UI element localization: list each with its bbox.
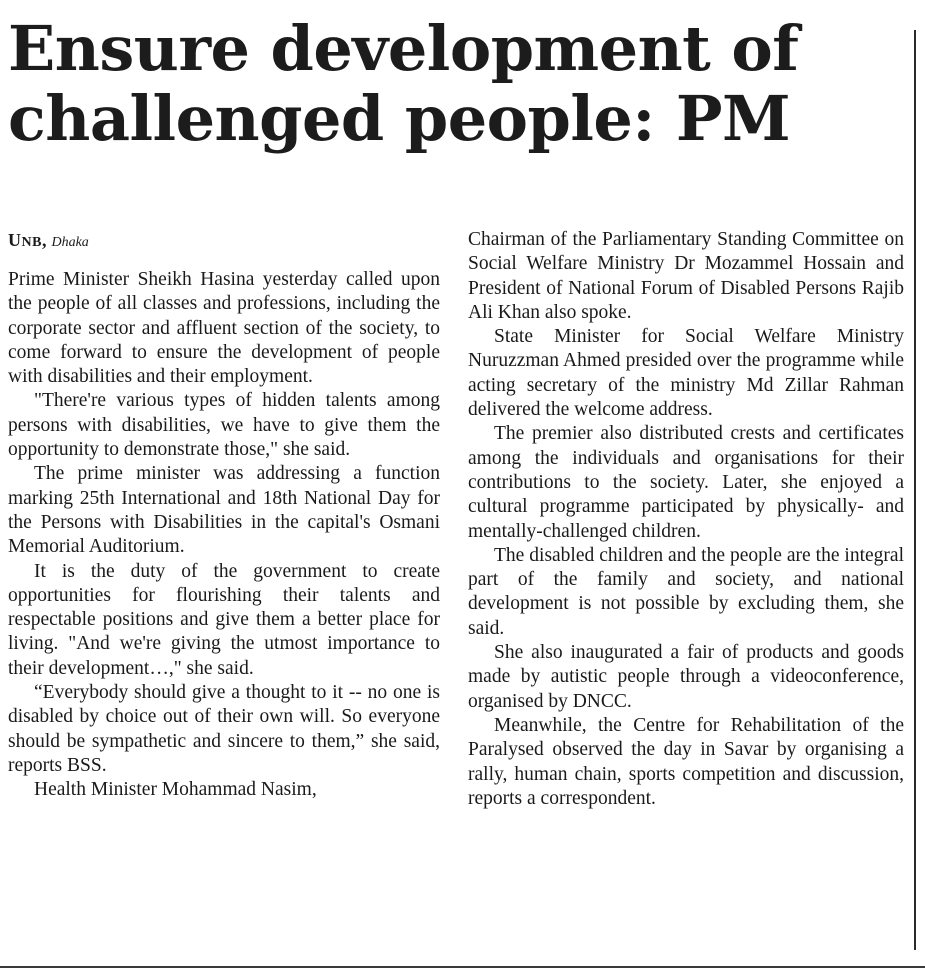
paragraph: Meanwhile, the Centre for Rehabilitation of the Paralysed observed the day in Savar by organising a rally, human chain, sports competition and discussion, reports a correspondent. <box>468 714 904 809</box>
bottom-rule <box>0 966 925 968</box>
paragraph: Health Minister Mohammad Nasim, <box>34 779 317 801</box>
paragraph: Prime Minister Sheikh Hasina yesterday called upon the people of all classes and professions, including the corporate sector and affluent section of the society, to come forward to ensure the development of people with disabilities and their employment. <box>8 269 440 388</box>
paragraph: The premier also distributed crests and certificates among the individuals and organisations for their contributions to the society. Later, she enjoyed a cultural programme participated by physically- and mentally-challenged children. <box>468 423 904 542</box>
byline-separator: , <box>41 230 47 250</box>
left-column <box>8 226 440 803</box>
headline-line-2: challenged people: PM <box>8 82 791 155</box>
paragraph: "There're various types of hidden talents among persons with disabilities, we have to give them the opportunity to demonstrate those," she said. <box>8 390 440 461</box>
paragraph: It is the duty of the government to create opportunities for flourishing their talents and respectable positions and give them a better place for living. "And we're giving the utmost importance to their development…," she said. <box>8 560 440 679</box>
column-rule-right <box>914 30 916 950</box>
headline-line-1: Ensure development of <box>8 12 799 85</box>
byline-agency-initial: U <box>8 230 22 250</box>
paragraph: The prime minister was addressing a function marking 25th International and 18th National Day for the Persons with Disabilities in the capital's Osmani Memorial Auditorium. <box>8 463 440 558</box>
paragraph: The disabled children and the people are the integral part of the family and society, and national development is not possible by excluding them, she said. <box>468 544 904 639</box>
paragraph: Chairman of the Parliamentary Standing Committee on Social Welfare Ministry Dr Mozammel Hossain and President of National Forum of Disabled Persons Rajib Ali Khan also spoke. <box>468 229 904 323</box>
headline <box>8 14 888 154</box>
paragraph: She also inaugurated a fair of products and goods made by autistic people through a videoconference, organised by DNCC. <box>468 642 904 712</box>
byline <box>8 226 440 256</box>
byline-agency-rest: NB <box>21 235 42 250</box>
paragraph: “Everybody should give a thought to it -- no one is disabled by choice out of their own will. So everyone should be sympathetic and sincere to them,” she said, reports BSS. <box>8 682 440 776</box>
right-column <box>468 228 904 811</box>
byline-place: Dhaka <box>51 235 89 250</box>
byline-agency <box>8 230 47 250</box>
paragraph: State Minister for Social Welfare Ministry Nuruzzman Ahmed presided over the programme while acting secretary of the ministry Md Zillar Rahman delivered the welcome address. <box>468 326 904 421</box>
